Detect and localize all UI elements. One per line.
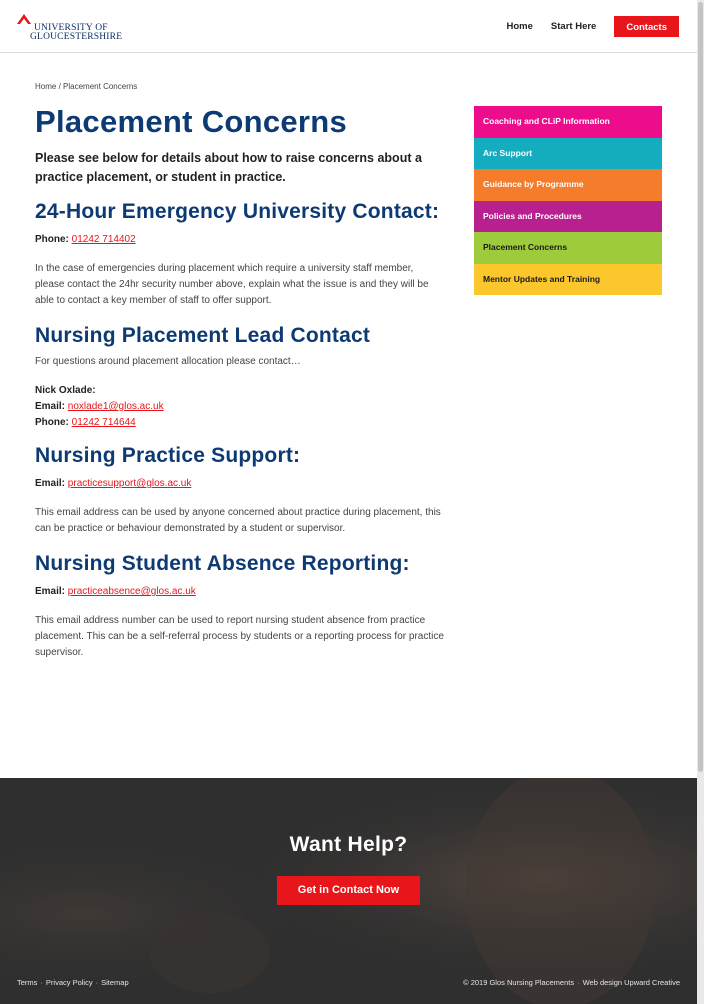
practice-support-email-line <box>35 476 445 492</box>
lead-contact-intro: For questions around placement allocation please contact… <box>35 356 301 367</box>
lead-contact-email-link[interactable]: noxlade1@glos.ac.uk <box>67 401 164 412</box>
scrollbar-thumb[interactable] <box>698 2 703 772</box>
emergency-phone-link[interactable]: 01242 714402 <box>71 234 136 245</box>
lead-paragraph: Please see below for details about how to raise concerns about a practice placement, or student in practice. <box>35 151 422 184</box>
footer-link-separator: · <box>95 978 99 987</box>
nav-home[interactable]: Home <box>506 21 533 32</box>
main-nav <box>489 16 679 37</box>
practice-support-email-link[interactable]: practicesupport@glos.ac.uk <box>67 478 192 489</box>
site-header <box>0 0 697 53</box>
email-label: Email: <box>35 586 66 597</box>
sidebar-item-arc-support[interactable]: Arc Support <box>474 138 662 170</box>
phone-label: Phone: <box>35 417 69 428</box>
email-label: Email: <box>35 478 66 489</box>
footer-link-terms[interactable]: Terms <box>17 978 38 987</box>
breadcrumb-current: Placement Concerns <box>63 82 138 91</box>
footer-copyright: © 2019 Glos Nursing Placements <box>463 978 575 987</box>
page-title: Placement Concerns <box>35 104 348 139</box>
emergency-text: In the case of emergencies during placement which require a university staff member, please contact the 24hr security number above, explain what the issue is and they will be able to contact a key member of staff to offer support. <box>35 263 429 306</box>
footer-link-sitemap[interactable]: Sitemap <box>101 978 129 987</box>
nav-contacts-button[interactable]: Contacts <box>614 16 679 37</box>
footer-link-privacy[interactable]: Privacy Policy <box>45 978 93 987</box>
lead-contact-details <box>35 383 445 431</box>
logo-line-1: UNIVERSITY OF <box>34 23 108 33</box>
breadcrumb <box>35 82 137 91</box>
absence-text: This email address number can be used to report nursing student absence from practice placement. This can be a self-referral process by students or a reporting process for practice supervisor. <box>35 615 444 658</box>
sidebar-item-guidance-by-programme[interactable]: Guidance by Programme <box>474 169 662 201</box>
contact-name: Nick Oxlade: <box>35 385 96 396</box>
university-logo[interactable] <box>16 12 124 42</box>
email-label: Email: <box>35 401 66 412</box>
footer-credit-separator: · <box>577 978 580 987</box>
get-in-contact-button[interactable]: Get in Contact Now <box>277 876 420 905</box>
emergency-heading: 24-Hour Emergency University Contact: <box>35 200 440 223</box>
footer-credit <box>463 978 680 987</box>
absence-heading: Nursing Student Absence Reporting: <box>35 552 410 575</box>
sidebar-item-coaching-clip[interactable]: Coaching and CLiP Information <box>474 106 662 138</box>
footer-heading: Want Help? <box>289 833 408 856</box>
footer-web-design-link[interactable]: Web design Upward Creative <box>582 978 680 987</box>
lead-contact-phone-link[interactable]: 01242 714644 <box>71 417 136 428</box>
logo-wordmark <box>30 24 122 42</box>
page-scrollbar[interactable] <box>697 0 704 1004</box>
site-footer <box>0 778 697 1004</box>
sidebar-item-mentor-updates[interactable]: Mentor Updates and Training <box>474 264 662 296</box>
absence-email-link[interactable]: practiceabsence@glos.ac.uk <box>67 586 196 597</box>
main-content <box>35 103 445 661</box>
sidebar-item-policies-procedures[interactable]: Policies and Procedures <box>474 201 662 233</box>
sidebar-item-placement-concerns[interactable]: Placement Concerns <box>474 232 662 264</box>
practice-support-text: This email address can be used by anyone concerned about practice during placement, this can be practice or behaviour demonstrated by a student or supervisor. <box>35 507 441 534</box>
breadcrumb-home[interactable]: Home <box>35 82 57 91</box>
absence-email-line <box>35 584 445 600</box>
logo-line-2: GLOUCESTERSHIRE <box>30 32 123 42</box>
sidebar-nav <box>474 106 662 295</box>
footer-link-separator: · <box>40 978 43 987</box>
phone-label: Phone: <box>35 234 69 245</box>
nav-start-here[interactable]: Start Here <box>550 21 597 32</box>
emergency-phone-line <box>35 232 445 248</box>
breadcrumb-separator: / <box>58 82 61 91</box>
lead-contact-heading: Nursing Placement Lead Contact <box>35 324 371 347</box>
practice-support-heading: Nursing Practice Support: <box>35 444 301 467</box>
footer-links <box>17 978 129 987</box>
